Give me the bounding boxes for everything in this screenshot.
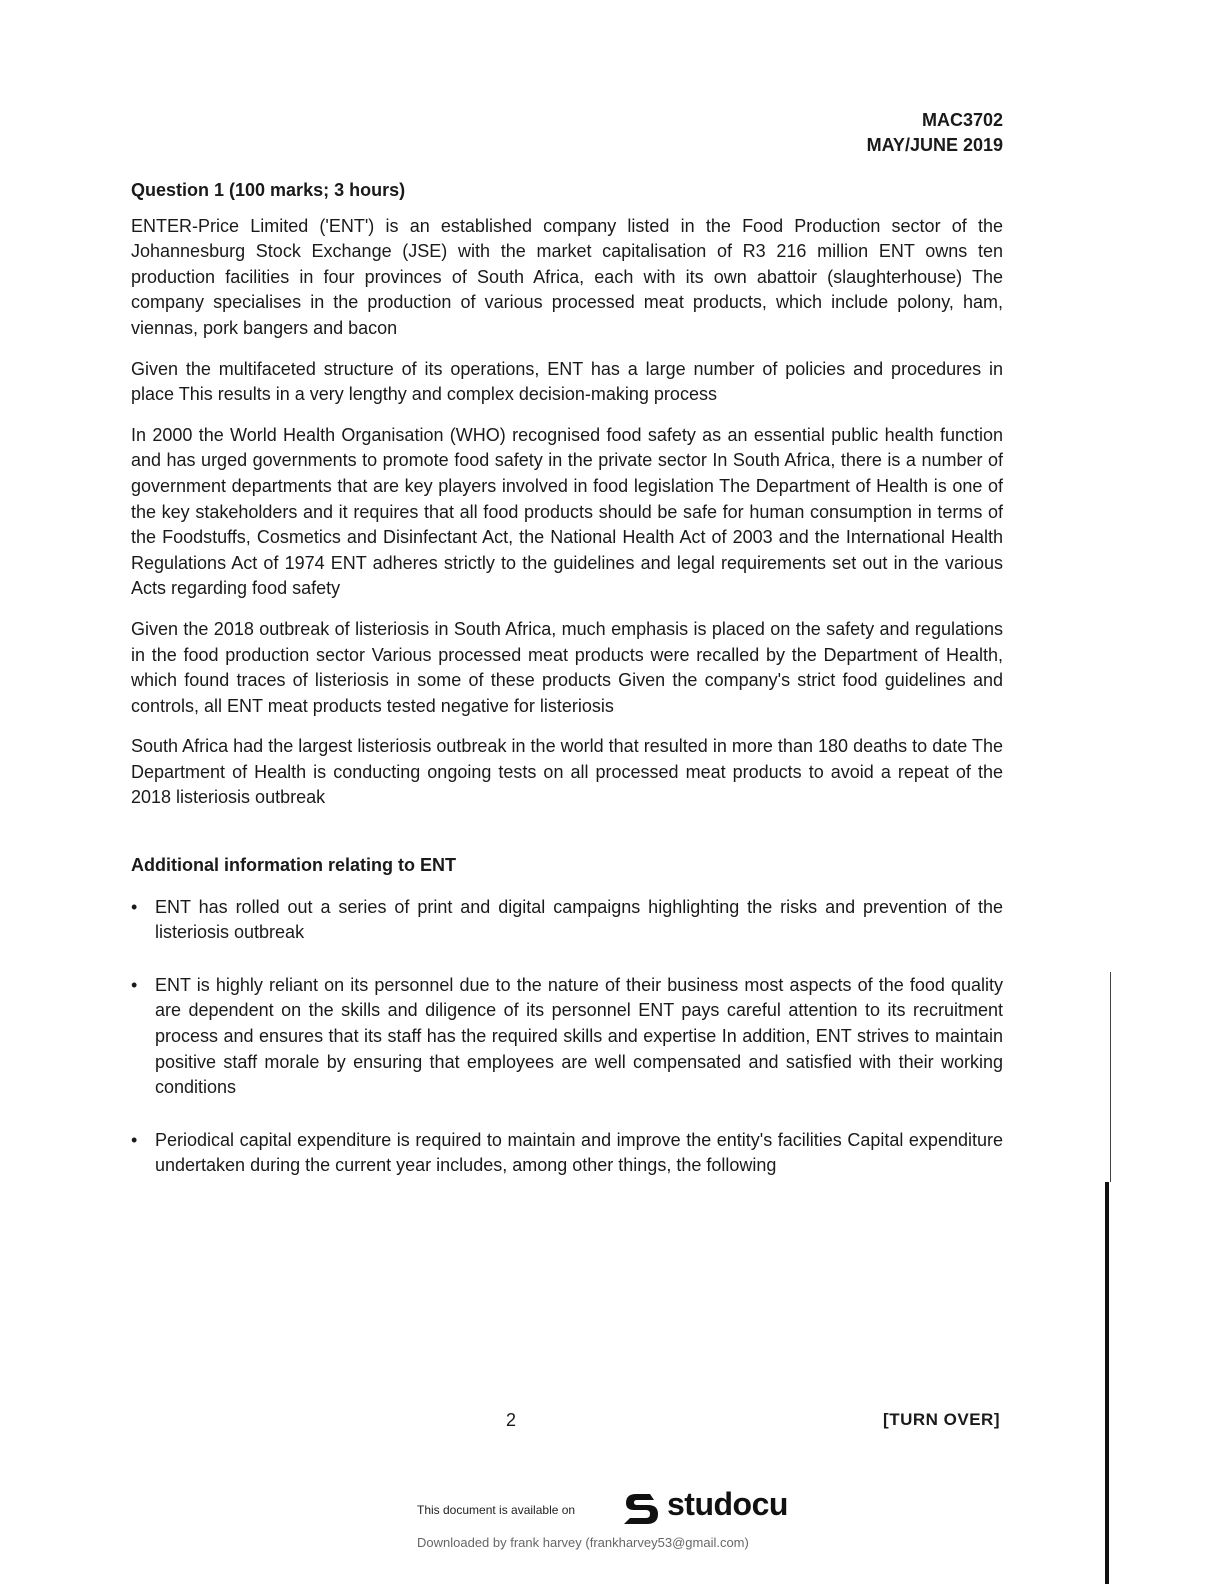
bullet-list <box>131 895 1003 1179</box>
list-item <box>131 1128 1003 1179</box>
paragraph: Given the multifaceted structure of its operations, ENT has a large number of policies and procedures in place This results in a very lengthy and complex decision-making process <box>131 358 1003 405</box>
exam-session: MAY/JUNE 2019 <box>866 135 1003 155</box>
module-code: MAC3702 <box>921 110 1003 130</box>
paragraph: In 2000 the World Health Organisation (WHO) recognised food safety as an essential public health function and has urged governments to promote food safety in the private sector In South Africa, there is a number of government departments that are key players involved in food legislation The Department of Health is one of the key stakeholders and it requires that all food products should be safe for human consumption in terms of the Foodstuffs, Cosmetics and Disinfectant Act, the National Health Act of 2003 and the International Health Regulations Act of 1974 ENT adheres strictly to the guidelines and legal requirements set out in the various Acts regarding food safety <box>131 424 1003 599</box>
paragraph: South Africa had the largest listeriosis outbreak in the world that resulted in more than 180 deaths to date The Department of Health is conducting ongoing tests on all processed meat products to avoid a repeat of the 2018 listeriosis outbreak <box>131 736 1003 808</box>
list-item-text: ENT is highly reliant on its personnel due to the nature of their business most aspects of the food quality are dependent on the skills and diligence of its personnel ENT pays careful attention to its recruitment process and ensures that its staff has the required skills and expertise In addition, ENT strives to maintain positive staff morale by ensuring that employees are well compensated and satisfied with their working conditions <box>155 974 1003 1098</box>
question-title: Question 1 (100 marks; 3 hours) <box>131 180 406 200</box>
studocu-logo-icon[interactable] <box>620 1486 662 1528</box>
list-item-text: ENT has rolled out a series of print and digital campaigns highlighting the risks and prevention of the listeriosis outbreak <box>155 896 1003 943</box>
paragraph: ENTER-Price Limited ('ENT') is an established company listed in the Food Production sector of the Johannesburg Stock Exchange (JSE) with the market capitalisation of R3 216 million ENT owns ten production facilities in four provinces of South Africa, each with its own abattoir (slaughterhouse) The company specialises in the production of various processed meat products, which include polony, ham, viennas, pork bangers and bacon <box>131 215 1003 338</box>
section-title: Additional information relating to ENT <box>131 855 456 876</box>
turn-over-label: [TURN OVER] <box>883 1410 1000 1429</box>
bullet-icon: • <box>131 1129 138 1150</box>
available-on-text: This document is available on <box>417 1503 576 1517</box>
studocu-brand[interactable]: studocu <box>667 1486 788 1522</box>
paragraph: Given the 2018 outbreak of listeriosis in South Africa, much emphasis is placed on the safety and regulations in the food production sector Various processed meat products were recalled by the Department of Health, which found traces of listeriosis in some of these products Given the company's strict food guidelines and controls, all ENT meat products tested negative for listeriosis <box>131 618 1003 716</box>
scan-margin-line <box>1105 1182 1109 1584</box>
list-item <box>131 895 1003 946</box>
list-item-text: Periodical capital expenditure is required to maintain and improve the entity's facilities Capital expenditure undertaken during the current year includes, among other things, the following <box>155 1129 1003 1176</box>
list-item <box>131 973 1003 1101</box>
scan-margin-line <box>1110 972 1111 1182</box>
downloaded-by-text: Downloaded by frank harvey (frankharvey53@gmail.com) <box>417 1535 749 1550</box>
page-number: 2 <box>506 1410 517 1430</box>
bullet-icon: • <box>131 974 138 995</box>
page-header <box>867 108 1003 158</box>
bullet-icon: • <box>131 896 138 917</box>
page-content <box>131 178 1003 1206</box>
